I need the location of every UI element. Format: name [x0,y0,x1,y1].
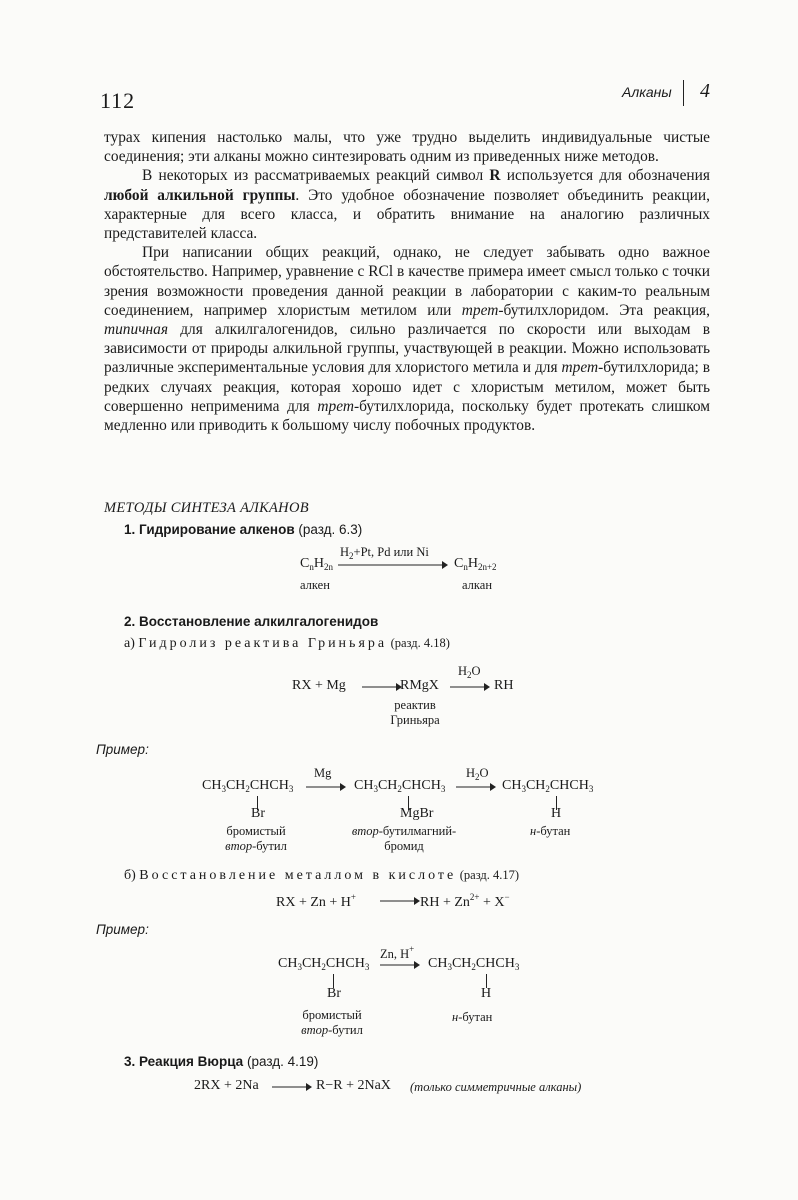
ex2-reactant: $CH_3CH_2CHCH_3$ [278,956,370,972]
method1-arrow [338,560,448,570]
method2b-title: б) Восстановление металлом в кислоте (разд. 4.17) [124,868,520,883]
ex1-reagent2: $H_2O$ [466,766,489,782]
method2a-arrow2 [450,682,490,692]
method1-product-label: алкан [462,578,493,592]
header-divider [683,80,684,106]
method2a-reagent: $H_2O$ [458,664,481,680]
ex1-arrow1 [306,782,346,792]
ex1-arrow2 [456,782,496,792]
method2a-eq-left: RX + Mg [292,678,346,693]
method3-heading: 3. Реакция Вюрца (разд. 4.19) [124,1054,319,1069]
ex1-reagent1: Mg [314,766,332,780]
body-text [104,128,710,435]
ex1-mid: $CH_3CH_2CHCH_3$ [354,778,446,794]
example1-label: Пример: [96,742,149,757]
method1-product: $C_nH_{2n+2}$ [454,556,497,572]
method2b-arrow [380,896,420,906]
ex1-product: $CH_3CH_2CHCH_3$ [502,778,594,794]
ex2-product: $CH_3CH_2CHCH_3$ [428,956,520,972]
method2b-eq-right: RH + $Zn^{2+} + X^-$ [420,892,510,910]
method2-heading: 2. Восстановление алкилгалогенидов [124,614,379,629]
ex2-label2: н-бутан [452,1010,493,1024]
method2b-eq-left: RX + Zn + H+ [276,892,356,910]
ex2-reagent: Zn, H+ [380,944,415,961]
method2a-arrow1 [362,682,402,692]
method1-reactant: $C_nH_{2n}$ [300,556,333,572]
ex2-arrow [380,960,420,970]
chapter-number: 4 [700,80,710,102]
page-number: 112 [100,88,136,113]
ex1-label1: бромистый втор-бутил [196,824,316,854]
method2a-mid-label: реактив Гриньяра [390,698,440,727]
method3-note: (только симметричные алканы) [410,1080,582,1094]
ex1-label1-line2: втор-бутил [225,839,287,853]
method3-eq-right: R−R + 2NaX [316,1078,391,1093]
method3-arrow [272,1082,312,1092]
ex2-product-sub: H [481,986,492,1001]
method2a-title: а) Гидролиз реактива Гриньяра (разд. 4.18) [124,636,450,651]
paragraph-1: турах кипения настолько малы, что уже трудно выделить индивидуальные чистые соединения; эти алканы можно синтезировать одним из приведенных ниже методов. [104,129,710,166]
method3-eq-left: 2RX + 2Na [194,1078,259,1093]
ex1-product-sub: H [551,806,562,821]
ex1-reactant-sub: Br [251,806,265,821]
ex1-mid-sub: MgBr [400,806,434,821]
method1-reagent: $H_2+Pt$, Pd или Ni [340,545,429,561]
method1-heading: 1. Гидрирование алкенов (разд. 6.3) [124,522,363,537]
ex2-reactant-sub: Br [327,986,341,1001]
paragraph-3: При написании общих реакций, однако, не следует забывать одно важное обстоятельство. Например, уравнение с RCl в качестве примера имеет смысл только с точки зрения возможности проведения данной реакции в лаборатории с каким-то реальным соединением, например хлористым метилом или трет-бутилхлоридом. Эта реакция, типичная для алкилгалогенидов, сильно различается по скорости или выходам в зависимости от природы алкильной группы, участвующей в реакции. Можно использовать различные экспериментальные условия для хлористого метила и для трет-бутилхлорида; в редких случаях реакция, которая хорошо идет с хлористым метилом, может быть совершенно неприменима для трет-бутилхлорида, поскольку будет протекать слишком медленно или приводить к большому числу побочных продуктов. [104,244,710,435]
ex1-reactant: $CH_3CH_2CHCH_3$ [202,778,294,794]
paragraph-2: В некоторых из рассматриваемых реакций символ R используется для обозначения любой алкильной группы. Это удобное обозначение позволяет объединить реакции, характерные для всего класса, и обратить внимание на аналогию различных представителей класса. [104,167,711,243]
section-title: МЕТОДЫ СИНТЕЗА АЛКАНОВ [104,500,309,516]
ex1-label3: н-бутан [530,824,571,838]
ex1-label2: втор-бутилмагний- бромид [351,824,457,853]
method2a-eq-right: RH [494,678,514,693]
example2-label: Пример: [96,922,149,937]
method1-reactant-label: алкен [300,578,330,592]
ex2-label1: бромистый втор-бутил [301,1008,363,1037]
chapter-title: Алканы [622,84,672,100]
method2a-eq-mid: RMgX [400,678,439,693]
